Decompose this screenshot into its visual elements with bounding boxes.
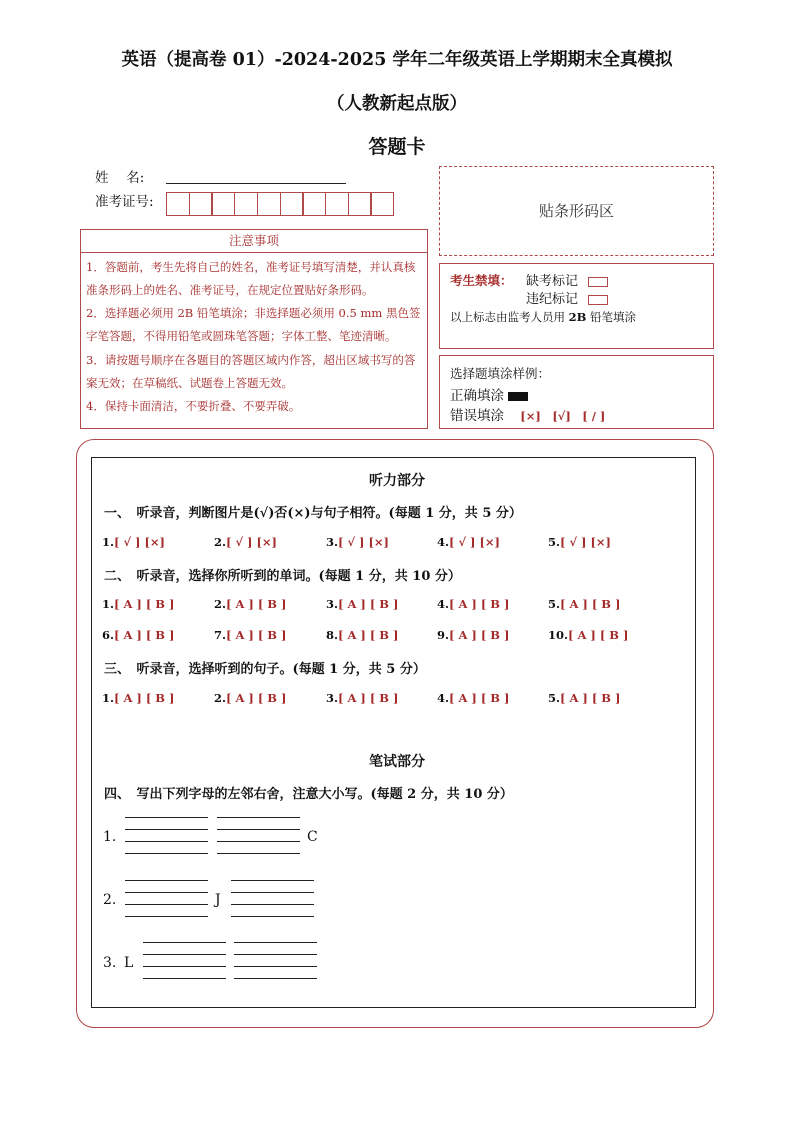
notice-item-4: 4．保持卡面清洁，不要折叠、不要弄破。 — [86, 399, 301, 413]
absent-mark[interactable] — [588, 277, 608, 287]
writing-item-2-number: 2. — [103, 892, 117, 908]
choice-bubbles[interactable]: [ A ] [ B ] — [560, 597, 621, 611]
name-field[interactable] — [166, 183, 346, 184]
choice-number: 6. — [102, 628, 115, 642]
answer-choice[interactable] — [214, 535, 277, 549]
barcode-label: 贴条形码区 — [538, 202, 614, 220]
choice-bubbles[interactable]: [ A ] [ B ] — [449, 597, 510, 611]
choice-bubbles[interactable]: [ √ ] [×] — [338, 535, 389, 549]
answer-choice[interactable] — [326, 535, 389, 549]
question-4-instruction: 四、 写出下列字母的左邻右舍，注意大小写。(每题 2 分，共 10 分） — [104, 787, 513, 802]
choice-number: 4. — [437, 535, 450, 549]
id-number-grid[interactable] — [166, 192, 426, 216]
choice-number: 9. — [437, 628, 450, 642]
choice-number: 2. — [214, 691, 227, 705]
answer-card-title: 答题卡 — [368, 136, 426, 158]
forbidden-note — [450, 309, 636, 325]
notice-item-2: 2．选择题必须用 2B 铅笔填涂；非选择题必须用 0.5 mm 黑色签字笔答题，不得用铅笔或圆珠笔答题；字体工整、笔迹清晰。 — [86, 306, 421, 343]
writing-item-1-number: 1. — [103, 829, 117, 845]
correct-row — [450, 384, 528, 404]
choice-bubbles[interactable]: [ A ] [ B ] — [449, 691, 510, 705]
sample-label: 选择题填涂样例： — [450, 366, 551, 381]
correct-label: 正确填涂 — [450, 388, 504, 404]
id-digit-cell[interactable] — [348, 192, 372, 216]
writing-item-3-blank-2[interactable] — [234, 942, 317, 978]
choice-number: 4. — [437, 597, 450, 611]
choice-number: 5. — [548, 535, 561, 549]
choice-bubbles[interactable]: [ A ] [ B ] — [568, 628, 629, 642]
answer-choice[interactable] — [102, 597, 174, 611]
choice-bubbles[interactable]: [ A ] [ B ] — [338, 628, 399, 642]
choice-number: 1. — [102, 597, 115, 611]
choice-bubbles[interactable]: [ A ] [ B ] — [449, 628, 510, 642]
answer-choice[interactable] — [437, 628, 509, 642]
wrong-row — [450, 404, 605, 424]
writing-item-1-blank-2[interactable] — [217, 817, 300, 853]
choice-bubbles[interactable]: [ A ] [ B ] — [338, 597, 399, 611]
answer-choice[interactable] — [548, 628, 628, 642]
absent-label: 缺考标记 — [526, 274, 579, 289]
choice-number: 3. — [326, 691, 339, 705]
answer-choice[interactable] — [437, 597, 509, 611]
wrong-label: 错误填涂 — [450, 408, 504, 424]
choice-number: 4. — [437, 691, 450, 705]
question-3-instruction: 三、 听录音，选择听到的句子。(每题 1 分，共 5 分） — [104, 662, 426, 677]
answer-choice[interactable] — [102, 535, 165, 549]
exam-edition: （人教新起点版） — [327, 94, 467, 114]
choice-bubbles[interactable]: [ √ ] [×] — [114, 535, 165, 549]
choice-number: 1. — [102, 535, 115, 549]
choice-bubbles[interactable]: [ A ] [ B ] — [226, 691, 287, 705]
exam-title: 英语（提高卷 01）-2024-2025 学年二年级英语上学期期末全真模拟 — [121, 50, 673, 70]
choice-number: 5. — [548, 691, 561, 705]
choice-bubbles[interactable]: [ A ] [ B ] — [226, 597, 287, 611]
id-digit-cell[interactable] — [325, 192, 349, 216]
choice-bubbles[interactable]: [ A ] [ B ] — [114, 628, 175, 642]
id-label: 准考证号: — [95, 194, 154, 210]
id-digit-cell[interactable] — [211, 192, 235, 216]
question-1-instruction: 一、 听录音，判断图片是(√)否(×)与句子相符。(每题 1 分，共 5 分） — [104, 506, 522, 521]
answer-choice[interactable] — [102, 628, 174, 642]
answer-choice[interactable] — [214, 597, 286, 611]
violation-label: 违纪标记 — [526, 292, 579, 307]
violation-row — [526, 288, 608, 307]
choice-bubbles[interactable]: [ A ] [ B ] — [114, 597, 175, 611]
id-digit-cell[interactable] — [302, 192, 326, 216]
notice-item-3: 3．请按题号顺序在各题目的答题区域内作答，超出区域书写的答案无效；在草稿纸、试题卷上答题无效。 — [86, 353, 416, 390]
choice-bubbles[interactable]: [ A ] [ B ] — [560, 691, 621, 705]
choice-number: 3. — [326, 535, 339, 549]
notice-item-1: 1．答题前，考生先将自己的姓名，准考证号填写清楚，并认真核准条形码上的姓名、准考证号，在规定位置贴好条形码。 — [86, 260, 416, 297]
choice-bubbles[interactable]: [ A ] [ B ] — [226, 628, 287, 642]
note-pre: 以上标志由监考人员用 — [450, 310, 569, 324]
writing-item-3-letter: L — [124, 955, 134, 971]
answer-choice[interactable] — [437, 535, 500, 549]
notice-heading: 注意事项 — [81, 230, 427, 253]
name-label: 姓 名: — [95, 170, 145, 186]
answer-choice[interactable] — [548, 691, 620, 705]
correct-fill-sample — [508, 392, 528, 401]
choice-number: 8. — [326, 628, 339, 642]
writing-item-3-number: 3. — [103, 955, 117, 971]
choice-number: 3. — [326, 597, 339, 611]
forbidden-label: 考生禁填： — [450, 273, 513, 288]
answer-choice[interactable] — [102, 691, 174, 705]
writing-heading: 笔试部分 — [369, 754, 425, 770]
absent-row — [526, 270, 608, 289]
barcode-area — [439, 166, 714, 256]
note-bold: 2B — [568, 310, 587, 324]
answer-choice[interactable] — [214, 628, 286, 642]
choice-bubbles[interactable]: [ A ] [ B ] — [338, 691, 399, 705]
id-digit-cell[interactable] — [166, 192, 190, 216]
writing-item-1-letter: C — [307, 829, 318, 845]
answer-choice[interactable] — [326, 628, 398, 642]
writing-item-2-blank-1[interactable] — [125, 880, 208, 916]
choice-number: 2. — [214, 597, 227, 611]
writing-item-1-blank-1[interactable] — [125, 817, 208, 853]
violation-mark[interactable] — [588, 295, 608, 305]
choice-bubbles[interactable]: [ √ ] [×] — [226, 535, 277, 549]
id-digit-cell[interactable] — [234, 192, 258, 216]
id-digit-cell[interactable] — [280, 192, 304, 216]
answer-choice[interactable] — [326, 597, 398, 611]
choice-number: 2. — [214, 535, 227, 549]
answer-choice[interactable] — [214, 691, 286, 705]
note-post: 铅笔填涂 — [586, 310, 637, 324]
answer-choice[interactable] — [437, 691, 509, 705]
wrong-marks: [×] [√] [ / ] — [520, 409, 606, 423]
id-digit-cell[interactable] — [370, 192, 394, 216]
listening-heading: 听力部分 — [369, 473, 425, 489]
writing-item-2-blank-2[interactable] — [231, 880, 314, 916]
answer-choice[interactable] — [326, 691, 398, 705]
choice-number: 7. — [214, 628, 227, 642]
choice-bubbles[interactable]: [ √ ] [×] — [449, 535, 500, 549]
writing-item-3-blank-1[interactable] — [143, 942, 226, 978]
choice-number: 5. — [548, 597, 561, 611]
answer-choice[interactable] — [548, 597, 620, 611]
id-digit-cell[interactable] — [257, 192, 281, 216]
choice-bubbles[interactable]: [ √ ] [×] — [560, 535, 611, 549]
writing-item-2-letter: J — [215, 892, 221, 908]
choice-bubbles[interactable]: [ A ] [ B ] — [114, 691, 175, 705]
question-2-instruction: 二、 听录音，选择你所听到的单词。(每题 1 分，共 10 分） — [104, 569, 461, 584]
id-digit-cell[interactable] — [189, 192, 213, 216]
choice-number: 10. — [548, 628, 569, 642]
choice-number: 1. — [102, 691, 115, 705]
answer-choice[interactable] — [548, 535, 611, 549]
